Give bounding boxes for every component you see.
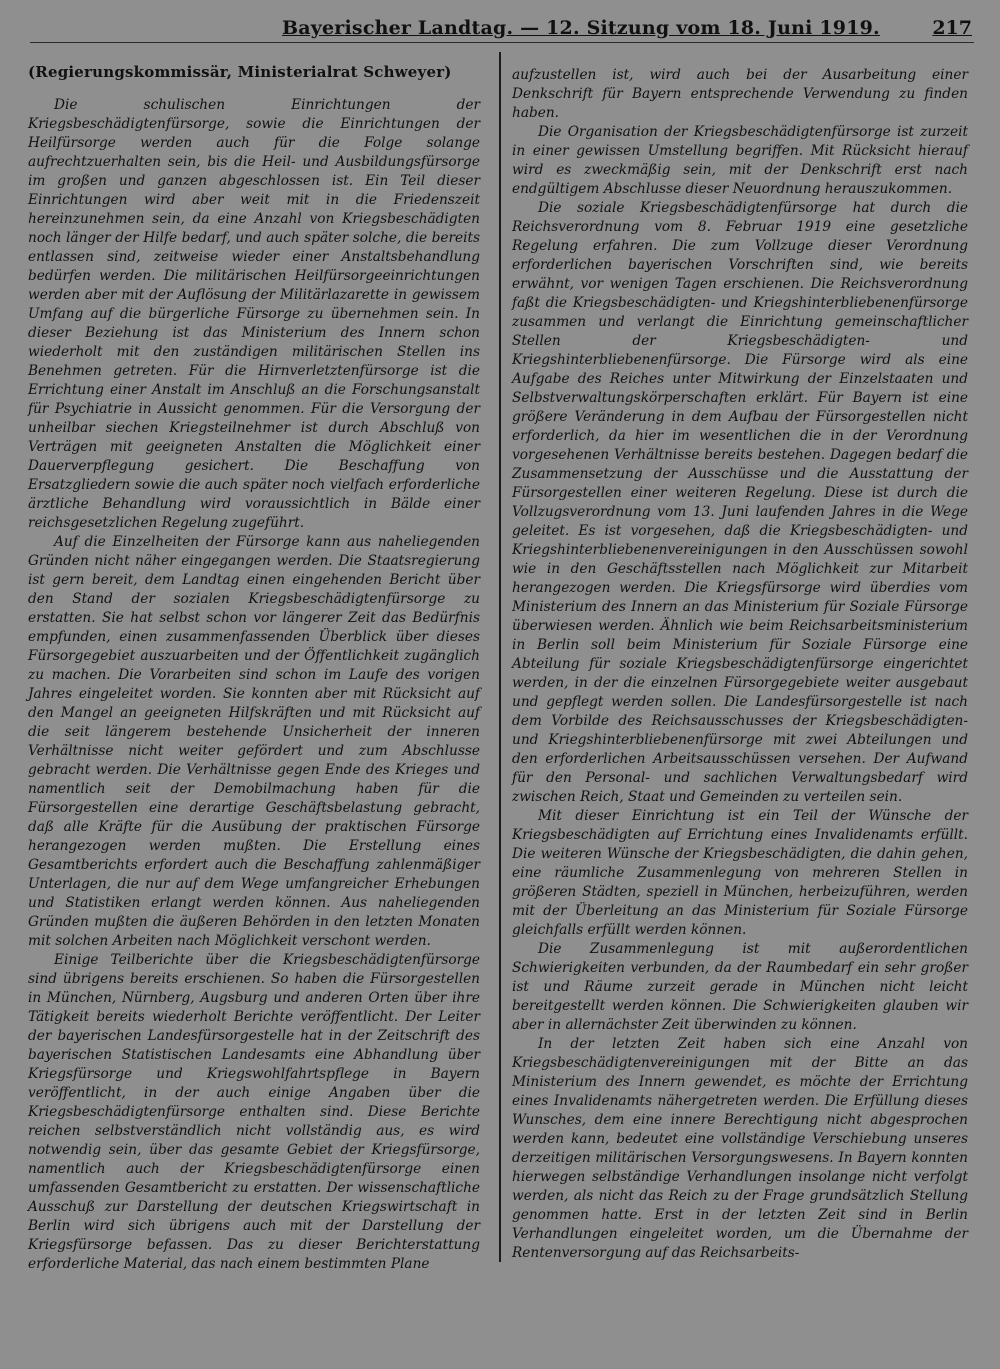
paragraph: Die Zusammenlegung ist mit außerordentlichen Schwierigkeiten verbunden, da der Raumbedarf ein sehr großer ist und Räume zurzeit gerade in München nicht leicht bereitgestellt werden können. Die Schwierigkeiten glauben wir aber in allernächster Zeit überwinden zu können.	[512, 941, 968, 1033]
speaker-line: (Regierungskommissär, Ministerialrat Schweyer)	[28, 63, 452, 81]
paragraph: aufzustellen ist, wird auch bei der Ausarbeitung einer Denkschrift für Bayern entsprechende Verwendung zu finden haben.	[512, 67, 968, 121]
paragraph: Mit dieser Einrichtung ist ein Teil der Wünsche der Kriegsbeschädigten auf Errichtung eines Invalidenamts erfüllt. Die weiteren Wünsche der Kriegsbeschädigten, die dahin gehen, eine räumliche Zusammenlegung von mehreren Stellen in größeren Städten, speziell in München, herbeizuführen, werden mit der Überleitung an das Ministerium für Soziale Fürsorge gleichfalls erfüllt werden können.	[512, 808, 968, 938]
paragraph: Die Organisation der Kriegsbeschädigtenfürsorge ist zurzeit in einer gewissen Umstellung begriffen. Mit Rücksicht hierauf wird es zweckmäßig sein, mit der Denkschrift erst nach endgültigem Abschlusse dieser Neuordnung herauszukommen.	[512, 124, 968, 197]
running-header	[24, 16, 976, 44]
paragraph: In der letzten Zeit haben sich eine Anzahl von Kriegsbeschädigtenvereinigungen mit der Bitte an das Ministerium des Innern gewendet, es möchte der Errichtung eines Invalidenamts nähergetreten werden. Die Erfüllung dieses Wunsches, dem eine innere Berechtigung nicht abgesprochen werden kann, bedeutet eine vollständige Verschiebung unseres derzeitigen militärischen Versorgungswesens. In Bayern konnten hierwegen selbständige Verhandlungen insolange nicht verfolgt werden, als nicht das Reich zu der Frage grundsätzlich Stellung genommen hatte. Erst in der letzten Zeit sind in Berlin Verhandlungen eingeleitet worden, um die Übernahme der Rentenversorgung auf das Reichsarbeits-	[512, 1036, 968, 1261]
running-title: Bayerischer Landtag. — 12. Sitzung vom 18. Juni 1919.	[282, 17, 880, 39]
page-number: 217	[932, 17, 972, 39]
column-divider	[499, 52, 501, 1262]
header-rule	[30, 42, 974, 43]
left-column	[28, 60, 480, 1274]
paragraph: Auf die Einzelheiten der Fürsorge kann aus naheliegenden Gründen nicht näher eingegangen werden. Die Staatsregierung ist gern bereit, dem Landtag einen eingehenden Bericht über den Stand der sozialen Kriegsbeschädigtenfürsorge zu erstatten. Sie hat selbst schon vor längerer Zeit das Bedürfnis empfunden, einen zusammenfassenden Überblick über dieses Fürsorgegebiet auszuarbeiten und der Öffentlichkeit zugänglich zu machen. Die Vorarbeiten sind schon im Laufe des vorigen Jahres eingeleitet worden. Sie konnten aber mit Rücksicht auf den Mangel an geeigneten Hilfskräften und mit Rücksicht auf die seit längerem bestehende Unsicherheit der inneren Verhältnisse nicht weiter gefördert und zum Abschlusse gebracht werden. Die Verhältnisse gegen Ende des Krieges und namentlich seit der Demobilmachung haben für die Fürsorgestellen eine derartige Geschäftsbelastung gebracht, daß alle Kräfte für die Ausübung der praktischen Fürsorge herangezogen werden mußten. Die Erstellung eines Gesamtberichts erfordert auch die Beschaffung zahlenmäßiger Unterlagen, die nur auf dem Wege umfangreicher Erhebungen und Statistiken erlangt werden können. Aus naheliegenden Gründen mußten die äußeren Behörden in den letzten Monaten mit solchen Arbeiten nach Möglichkeit verschont werden.	[28, 534, 480, 949]
right-column	[512, 66, 968, 1263]
paragraph: Die schulischen Einrichtungen der Kriegsbeschädigtenfürsorge, sowie die Einrichtungen der Heilfürsorge werden auch für die Folge solange aufrechtzuerhalten sein, bis die Heil- und Ausbildungsfürsorge im großen und ganzen abgeschlossen ist. Ein Teil dieser Einrichtungen wird aber weit mit in die Friedenszeit hereinzunehmen sein, da eine Anzahl von Kriegsbeschädigten noch länger der Hilfe bedarf, und auch später solche, die bereits entlassen sind, zeitweise wieder einer Anstaltsbehandlung bedürfen werden. Die militärischen Heilfürsorgeeinrichtungen werden aber mit der Auflösung der Militärlazarette in gewissem Umfang auf die bürgerliche Fürsorge zu übernehmen sein. In dieser Beziehung ist das Ministerium des Innern schon wiederholt mit den zuständigen militärischen Stellen ins Benehmen getreten. Für die Hirnverletztenfürsorge ist die Errichtung einer Anstalt im Anschluß an die Forschungsanstalt für Psychiatrie in Aussicht genommen. Für die Versorgung der unheilbar siechen Kriegsteilnehmer ist durch Abschluß von Verträgen mit geeigneten Anstalten die Möglichkeit einer Dauerverpflegung gesichert. Die Beschaffung von Ersatzgliedern sowie die auch später noch vielfach erforderliche ärztliche Behandlung wird voraussichtlich in Bälde einer reichsgesetzlichen Regelung zugeführt.	[28, 97, 480, 531]
paragraph: Einige Teilberichte über die Kriegsbeschädigtenfürsorge sind übrigens bereits erschienen. So haben die Fürsorgestellen in München, Nürnberg, Augsburg und anderen Orten über ihre Tätigkeit bereits wiederholt Berichte veröffentlicht. Der Leiter der bayerischen Landesfürsorgestelle hat in der Zeitschrift des bayerischen Statistischen Landesamts eine Abhandlung über Kriegsfürsorge und Kriegswohlfahrtspflege in Bayern veröffentlicht, in der auch einige Angaben über die Kriegsbeschädigtenfürsorge enthalten sind. Diese Berichte reichen selbstverständlich nicht vollständig aus, es wird notwendig sein, über das gesamte Gebiet der Kriegsfürsorge, namentlich auch der Kriegsbeschädigtenfürsorge einen umfassenden Gesamtbericht zu erstatten. Der wissenschaftliche Ausschuß zur Darstellung der deutschen Kriegswirtschaft in Berlin wird sich übrigens auch mit der Darstellung der Kriegsfürsorge befassen. Das zu dieser Berichterstattung erforderliche Material, das nach einem bestimmten Plane	[28, 952, 480, 1272]
paragraph: Die soziale Kriegsbeschädigtenfürsorge hat durch die Reichsverordnung vom 8. Februar 1919 eine gesetzliche Regelung erfahren. Die zum Vollzuge dieser Verordnung erforderlichen bayerischen Vorschriften sind, wie bereits erwähnt, vor wenigen Tagen erschienen. Die Reichsverordnung faßt die Kriegsbeschädigten- und Kriegshinterbliebenenfürsorge zusammen und verlangt die Einrichtung gemeinschaftlicher Stellen der Kriegsbeschädigten- und Kriegshinterbliebenenfürsorge. Die Fürsorge wird als eine Aufgabe des Reiches unter Mitwirkung der Einzelstaaten und Selbstverwaltungskörperschaften erklärt. Für Bayern ist eine größere Veränderung in dem Aufbau der Fürsorgestellen nicht erforderlich, da hier im wesentlichen die in der Verordnung vorgesehenen Verhältnisse bereits bestehen. Dagegen bedarf die Zusammensetzung der Ausschüsse und die Ausstattung der Fürsorgestellen einer weiteren Regelung. Diese ist durch die Vollzugsverordnung vom 13. Juni laufenden Jahres in die Wege geleitet. Es ist vorgesehen, daß die Kriegsbeschädigten- und Kriegshinterbliebenenvereinigungen in den Ausschüssen sowohl wie in den Geschäftsstellen nach Möglichkeit zur Mitarbeit herangezogen werden. Die Kriegsfürsorge wird überdies vom Ministerium des Innern an das Ministerium für Soziale Fürsorge überwiesen werden. Ähnlich wie beim Reichsarbeitsministerium in Berlin soll beim Ministerium für Soziale Fürsorge eine Abteilung für soziale Kriegsbeschädigtenfürsorge eingerichtet werden, in der die einzelnen Fürsorgegebiete weiter ausgebaut und gepflegt werden sollen. Die Landesfürsorgestelle ist nach dem Vorbilde des Reichsausschusses der Kriegsbeschädigten- und Kriegshinterbliebenenfürsorge mit zwei Abteilungen und den erforderlichen Arbeitsausschüssen versehen. Der Aufwand für den Personal- und sachlichen Verwaltungsbedarf wird zwischen Reich, Staat und Gemeinden zu verteilen sein.	[512, 200, 968, 805]
